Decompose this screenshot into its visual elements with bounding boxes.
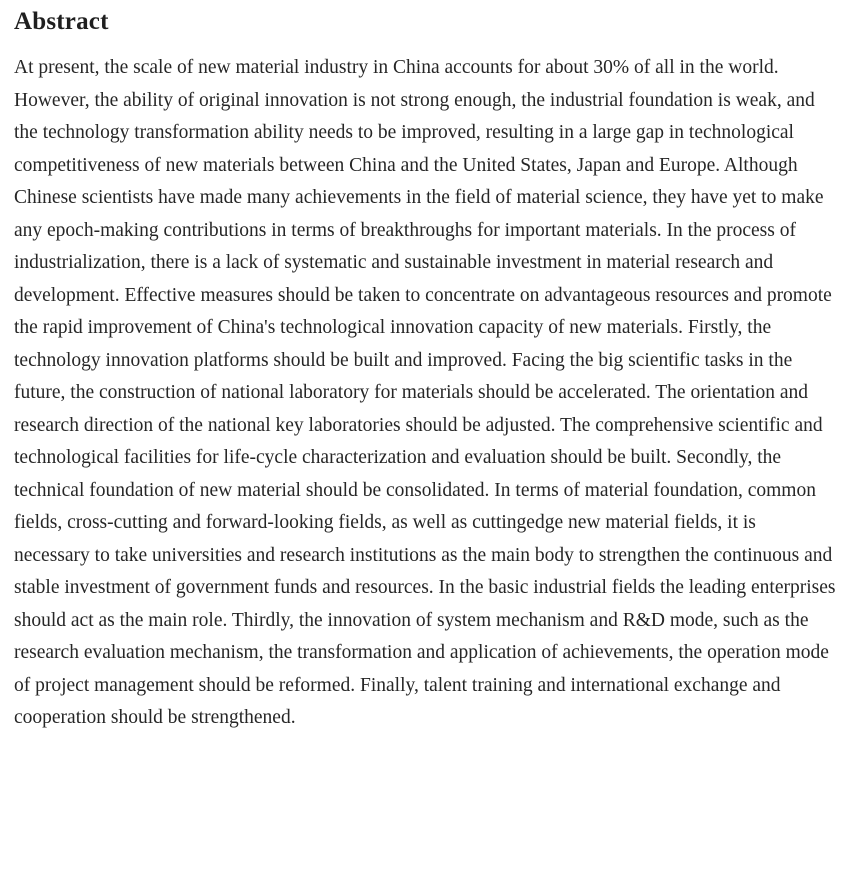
abstract-text: At present, the scale of new material industry in China accounts for about 30% of all in the world. However, the ability of original innovation is not strong enough, the industrial foundation is weak, and the technology transformation ability needs to be improved, resulting in a large gap in technological competitiveness of new materials between China and the United States, Japan and Europe. Although Chinese scientists have made many achievements in the field of material science, they have yet to make any epoch-making contributions in terms of breakthroughs for important materials. In the process of industrialization, there is a lack of systematic and sustainable investment in material research and development. Effective measures should be taken to concentrate on advantageous resources and promote the rapid improvement of China's technological innovation capacity of new materials. Firstly, the technology innovation platforms should be built and improved. Facing the big scientific tasks in the future, the construction of national laboratory for materials should be accelerated. The orientation and research direction of the national key laboratories should be adjusted. The comprehensive scientific and technological facilities for life-cycle characterization and evaluation should be built. Secondly, the technical foundation of new material should be consolidated. In terms of material foundation, common fields, cross-cutting and forward-looking fields, as well as cuttingedge new material fields, it is necessary to take universities and research institutions as the main body to strengthen the continuous and stable investment of government funds and resources. In the basic industrial fields the leading enterprises should act as the main role. Thirdly, the innovation of system mechanism and R&D mode, such as the research evaluation mechanism, the transformation and application of achievements, the operation mode of project management should be reformed. Finally, talent training and international exchange and cooperation should be strengthened.: [14, 57, 836, 728]
abstract-heading: Abstract: [14, 8, 109, 35]
